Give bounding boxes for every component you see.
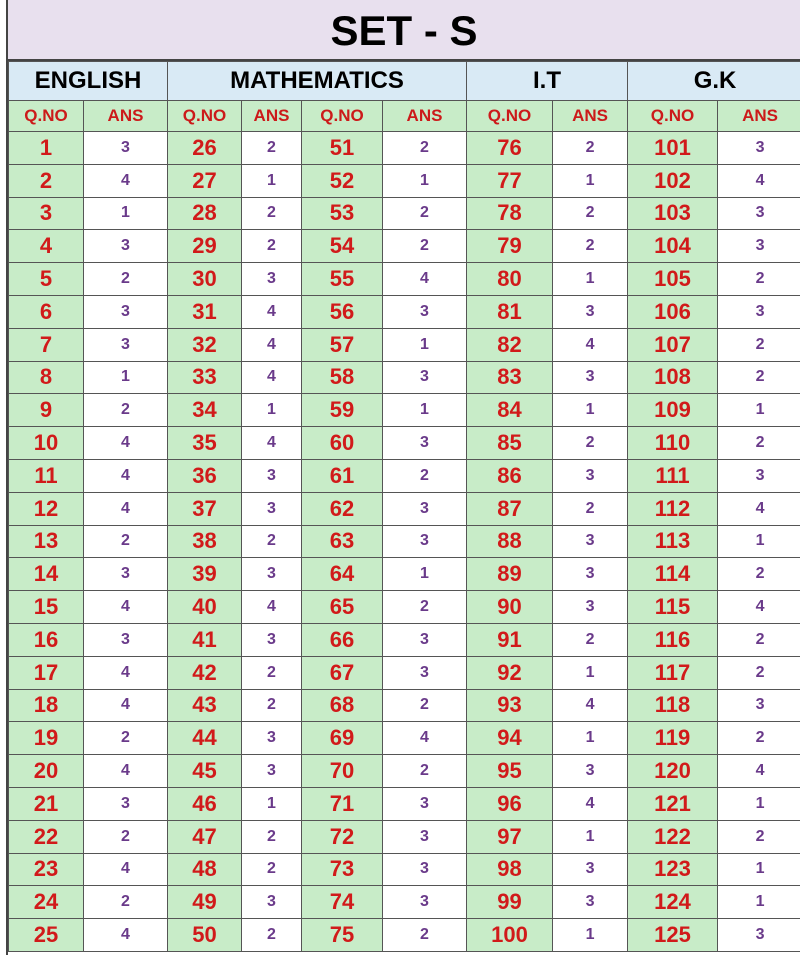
answer-value: 4 [383,722,467,755]
answer-value: 3 [383,886,467,919]
answer-value: 2 [553,197,628,230]
answer-value: 2 [242,230,302,263]
table-row [9,656,800,689]
question-number: 58 [302,361,383,394]
question-number: 103 [628,197,718,230]
answer-value: 3 [84,787,168,820]
question-number: 39 [168,558,242,591]
qno-header: Q.NO [628,101,718,132]
answer-value: 3 [242,263,302,296]
question-number: 107 [628,328,718,361]
question-number: 5 [9,263,84,296]
answer-value: 1 [383,164,467,197]
answer-value: 3 [718,459,800,492]
answer-value: 1 [383,328,467,361]
question-number: 27 [168,164,242,197]
question-number: 64 [302,558,383,591]
question-number: 101 [628,132,718,165]
question-number: 61 [302,459,383,492]
question-number: 86 [467,459,553,492]
table-row [9,558,800,591]
column-header-row [9,101,800,132]
question-number: 85 [467,427,553,460]
answer-value: 4 [718,492,800,525]
answer-value: 2 [383,755,467,788]
answer-value: 1 [242,394,302,427]
question-number: 70 [302,755,383,788]
question-number: 55 [302,263,383,296]
answer-value: 3 [553,295,628,328]
table-row [9,689,800,722]
answer-value: 4 [84,919,168,952]
question-number: 30 [168,263,242,296]
question-number: 33 [168,361,242,394]
answer-value: 1 [242,787,302,820]
answer-value: 1 [718,525,800,558]
answer-value: 2 [242,656,302,689]
answer-value: 2 [718,722,800,755]
answer-value: 3 [383,492,467,525]
question-number: 74 [302,886,383,919]
qno-header: Q.NO [9,101,84,132]
answer-sheet [6,0,800,955]
question-number: 65 [302,591,383,624]
table-row [9,919,800,952]
question-number: 63 [302,525,383,558]
answer-value: 3 [84,230,168,263]
question-number: 60 [302,427,383,460]
answer-value: 1 [553,722,628,755]
question-number: 34 [168,394,242,427]
question-number: 90 [467,591,553,624]
question-number: 72 [302,820,383,853]
answer-value: 1 [553,263,628,296]
answer-value: 4 [553,787,628,820]
question-number: 19 [9,722,84,755]
answer-value: 2 [383,132,467,165]
question-number: 98 [467,853,553,886]
answer-value: 2 [84,886,168,919]
question-number: 109 [628,394,718,427]
question-number: 104 [628,230,718,263]
question-number: 48 [168,853,242,886]
answer-value: 1 [718,787,800,820]
question-number: 69 [302,722,383,755]
answer-value: 2 [242,820,302,853]
answer-value: 1 [84,361,168,394]
question-number: 115 [628,591,718,624]
answer-value: 2 [242,132,302,165]
question-number: 20 [9,755,84,788]
answer-value: 2 [84,722,168,755]
answer-value: 2 [553,623,628,656]
table-row [9,197,800,230]
question-number: 82 [467,328,553,361]
question-number: 31 [168,295,242,328]
table-row [9,132,800,165]
question-number: 66 [302,623,383,656]
question-number: 13 [9,525,84,558]
question-number: 38 [168,525,242,558]
question-number: 3 [9,197,84,230]
question-number: 99 [467,886,553,919]
ans-header: ANS [242,101,302,132]
table-row [9,722,800,755]
answer-value: 2 [718,558,800,591]
question-number: 88 [467,525,553,558]
question-number: 57 [302,328,383,361]
answer-value: 3 [383,853,467,886]
answer-value: 2 [383,919,467,952]
table-row [9,886,800,919]
question-number: 56 [302,295,383,328]
answer-value: 3 [718,197,800,230]
answer-value: 2 [242,853,302,886]
table-row [9,263,800,296]
answer-value: 2 [553,132,628,165]
answer-value: 1 [553,164,628,197]
question-number: 9 [9,394,84,427]
question-number: 18 [9,689,84,722]
set-title: SET - S [8,0,800,61]
answer-value: 4 [242,427,302,460]
answer-value: 4 [242,591,302,624]
question-number: 49 [168,886,242,919]
answer-value: 1 [553,820,628,853]
question-number: 87 [467,492,553,525]
answer-value: 3 [553,853,628,886]
answer-value: 2 [84,820,168,853]
question-number: 116 [628,623,718,656]
question-number: 23 [9,853,84,886]
answer-value: 2 [383,230,467,263]
ans-header: ANS [84,101,168,132]
answer-value: 3 [553,459,628,492]
question-number: 73 [302,853,383,886]
question-number: 119 [628,722,718,755]
answer-value: 2 [718,361,800,394]
question-number: 25 [9,919,84,952]
table-row [9,591,800,624]
question-number: 15 [9,591,84,624]
answer-value: 3 [242,492,302,525]
subject-header-english: ENGLISH [9,62,168,101]
table-row [9,164,800,197]
answer-value: 4 [242,295,302,328]
question-number: 125 [628,919,718,952]
answer-value: 3 [383,656,467,689]
question-number: 75 [302,919,383,952]
answer-value: 3 [84,623,168,656]
answer-value: 4 [553,689,628,722]
answer-value: 2 [718,263,800,296]
answer-value: 3 [718,132,800,165]
table-row [9,820,800,853]
ans-header: ANS [553,101,628,132]
question-number: 123 [628,853,718,886]
answer-value: 2 [383,459,467,492]
question-number: 84 [467,394,553,427]
answer-value: 4 [84,492,168,525]
table-row [9,787,800,820]
answer-value: 3 [242,623,302,656]
question-number: 35 [168,427,242,460]
question-number: 16 [9,623,84,656]
answer-value: 2 [553,427,628,460]
question-number: 1 [9,132,84,165]
question-number: 42 [168,656,242,689]
answer-value: 3 [242,722,302,755]
question-number: 93 [467,689,553,722]
question-number: 105 [628,263,718,296]
answer-value: 1 [383,394,467,427]
answer-value: 4 [84,656,168,689]
question-number: 7 [9,328,84,361]
answer-value: 2 [553,492,628,525]
question-number: 51 [302,132,383,165]
question-number: 122 [628,820,718,853]
question-number: 43 [168,689,242,722]
answer-value: 4 [84,755,168,788]
answer-value: 1 [553,919,628,952]
answer-value: 3 [383,525,467,558]
question-number: 53 [302,197,383,230]
answer-value: 3 [383,361,467,394]
question-number: 76 [467,132,553,165]
answer-value: 2 [84,263,168,296]
table-row [9,459,800,492]
question-number: 40 [168,591,242,624]
answer-value: 4 [242,361,302,394]
answer-value: 4 [84,689,168,722]
table-row [9,295,800,328]
answer-value: 3 [553,558,628,591]
question-number: 120 [628,755,718,788]
answer-value: 1 [718,853,800,886]
question-number: 26 [168,132,242,165]
question-number: 117 [628,656,718,689]
question-number: 21 [9,787,84,820]
table-row [9,230,800,263]
question-number: 2 [9,164,84,197]
question-number: 113 [628,525,718,558]
question-number: 45 [168,755,242,788]
answer-value: 4 [84,164,168,197]
question-number: 91 [467,623,553,656]
table-row [9,328,800,361]
qno-header: Q.NO [168,101,242,132]
table-row [9,525,800,558]
answer-value: 3 [553,886,628,919]
answer-value: 3 [553,525,628,558]
answer-value: 3 [718,919,800,952]
subject-header-gk: G.K [628,62,800,101]
table-row [9,492,800,525]
answer-value: 1 [84,197,168,230]
answer-value: 2 [718,328,800,361]
question-number: 92 [467,656,553,689]
answer-value: 4 [84,427,168,460]
answer-value: 3 [718,230,800,263]
answer-value: 3 [383,787,467,820]
question-number: 77 [467,164,553,197]
answer-value: 3 [383,295,467,328]
question-number: 112 [628,492,718,525]
answer-value: 2 [84,394,168,427]
ans-header: ANS [718,101,800,132]
answer-value: 1 [718,394,800,427]
question-number: 102 [628,164,718,197]
answer-value: 2 [383,591,467,624]
answer-key-table [8,61,800,952]
question-number: 97 [467,820,553,853]
answer-value: 2 [242,197,302,230]
answer-value: 3 [383,623,467,656]
question-number: 114 [628,558,718,591]
answer-value: 2 [242,525,302,558]
table-row [9,853,800,886]
answer-value: 2 [84,525,168,558]
question-number: 10 [9,427,84,460]
question-number: 110 [628,427,718,460]
answer-value: 3 [718,689,800,722]
question-number: 106 [628,295,718,328]
question-number: 22 [9,820,84,853]
answer-value: 3 [718,295,800,328]
question-number: 59 [302,394,383,427]
table-row [9,623,800,656]
answer-value: 4 [718,755,800,788]
question-number: 108 [628,361,718,394]
answer-value: 4 [84,853,168,886]
table-row [9,427,800,460]
question-number: 78 [467,197,553,230]
question-number: 41 [168,623,242,656]
answer-value: 3 [242,558,302,591]
question-number: 94 [467,722,553,755]
question-number: 80 [467,263,553,296]
answer-value: 4 [553,328,628,361]
answer-value: 3 [383,427,467,460]
question-number: 6 [9,295,84,328]
question-number: 17 [9,656,84,689]
answer-value: 4 [84,591,168,624]
answer-value: 3 [84,558,168,591]
answer-value: 4 [242,328,302,361]
table-row [9,394,800,427]
question-number: 28 [168,197,242,230]
answer-value: 3 [84,295,168,328]
question-number: 111 [628,459,718,492]
answer-value: 1 [242,164,302,197]
question-number: 118 [628,689,718,722]
question-number: 81 [467,295,553,328]
question-number: 54 [302,230,383,263]
answer-value: 4 [383,263,467,296]
table-row [9,361,800,394]
answer-value: 3 [553,361,628,394]
question-number: 121 [628,787,718,820]
answer-value: 3 [553,755,628,788]
answer-value: 3 [242,886,302,919]
question-number: 100 [467,919,553,952]
question-number: 14 [9,558,84,591]
answer-rows [9,132,800,952]
answer-value: 1 [553,656,628,689]
question-number: 46 [168,787,242,820]
subject-header-row [9,62,800,101]
question-number: 96 [467,787,553,820]
answer-value: 2 [718,427,800,460]
subject-header-it: I.T [467,62,628,101]
answer-value: 4 [718,591,800,624]
ans-header: ANS [383,101,467,132]
answer-value: 2 [383,689,467,722]
qno-header: Q.NO [467,101,553,132]
answer-value: 2 [553,230,628,263]
answer-value: 2 [718,820,800,853]
question-number: 8 [9,361,84,394]
answer-value: 2 [718,656,800,689]
answer-value: 2 [242,689,302,722]
answer-value: 1 [383,558,467,591]
question-number: 52 [302,164,383,197]
question-number: 32 [168,328,242,361]
answer-value: 2 [242,919,302,952]
answer-value: 1 [553,394,628,427]
answer-value: 2 [718,623,800,656]
answer-value: 3 [553,591,628,624]
question-number: 44 [168,722,242,755]
answer-value: 3 [84,132,168,165]
question-number: 95 [467,755,553,788]
question-number: 47 [168,820,242,853]
answer-value: 3 [383,820,467,853]
question-number: 37 [168,492,242,525]
subject-header-mathematics: MATHEMATICS [168,62,467,101]
table-row [9,755,800,788]
question-number: 83 [467,361,553,394]
question-number: 24 [9,886,84,919]
question-number: 4 [9,230,84,263]
answer-value: 4 [84,459,168,492]
question-number: 29 [168,230,242,263]
question-number: 89 [467,558,553,591]
question-number: 36 [168,459,242,492]
answer-value: 4 [718,164,800,197]
question-number: 11 [9,459,84,492]
answer-value: 1 [718,886,800,919]
answer-value: 2 [383,197,467,230]
answer-value: 3 [242,459,302,492]
question-number: 12 [9,492,84,525]
question-number: 79 [467,230,553,263]
question-number: 124 [628,886,718,919]
answer-value: 3 [242,755,302,788]
answer-value: 3 [84,328,168,361]
question-number: 50 [168,919,242,952]
question-number: 62 [302,492,383,525]
question-number: 67 [302,656,383,689]
question-number: 68 [302,689,383,722]
qno-header: Q.NO [302,101,383,132]
question-number: 71 [302,787,383,820]
